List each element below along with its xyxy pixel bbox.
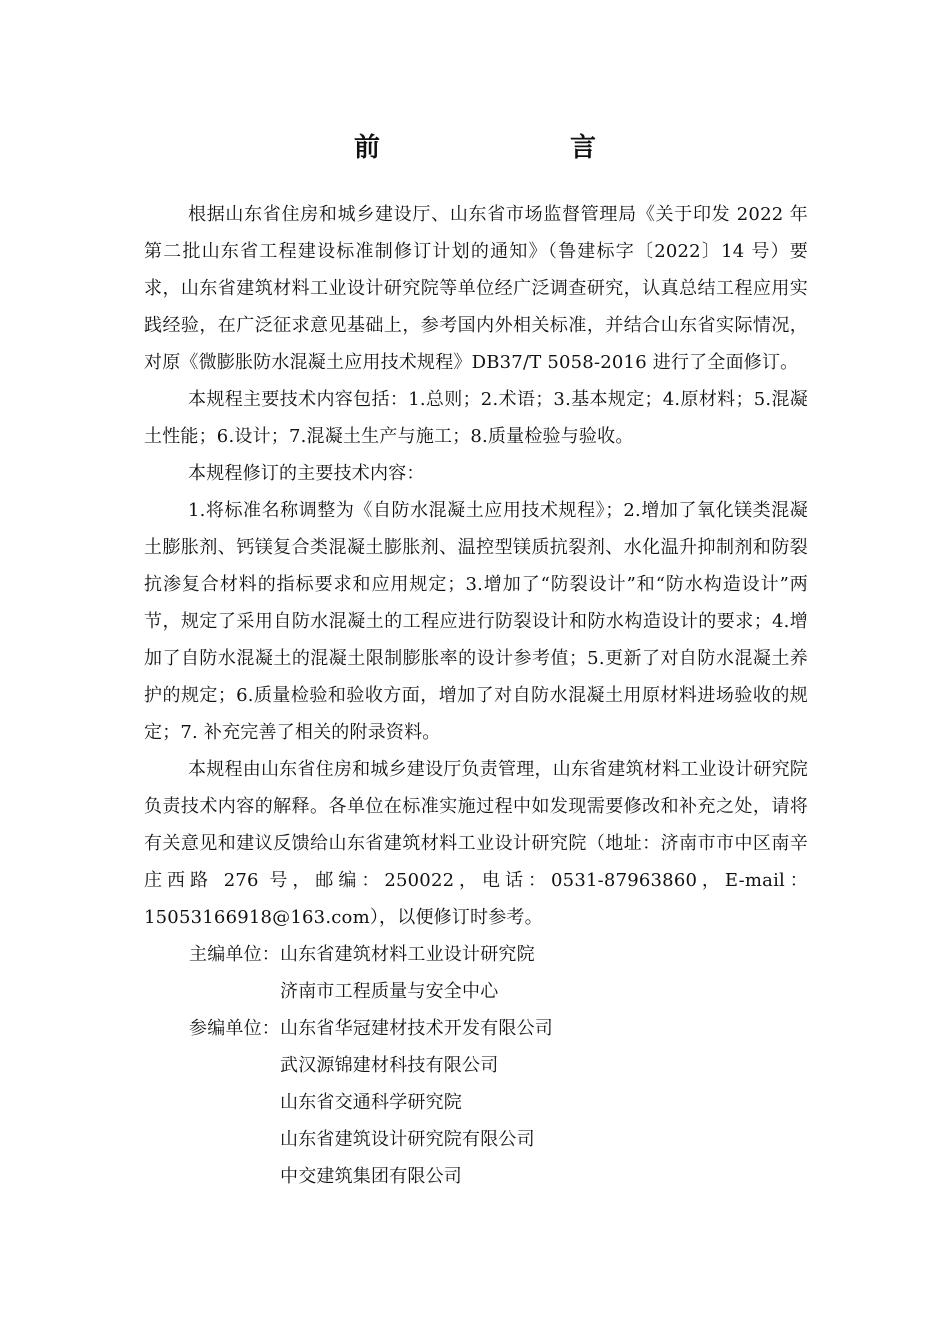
page-title: 前 言 — [353, 133, 678, 163]
chief-unit-row — [144, 936, 808, 973]
participating-unit-row — [144, 1010, 808, 1047]
participating-unit-item: 山东省交通科学研究院 — [280, 1092, 462, 1113]
chief-unit-row — [144, 973, 808, 1010]
chief-unit-item: 济南市工程质量与安全中心 — [280, 981, 499, 1002]
paragraph-revision-heading: 本规程修订的主要技术内容： — [188, 463, 425, 484]
chief-units-label: 主编单位： — [189, 944, 280, 965]
participating-unit-item: 山东省建筑设计研究院有限公司 — [280, 1129, 535, 1150]
participating-unit-row — [144, 1158, 808, 1195]
chief-units-list — [144, 936, 808, 1010]
paragraph-revision-content: 1.将标准名称调整为《自防水混凝土应用技术规程》；2.增加了氧化镁类混凝土膨胀剂、钙镁复合类混凝土膨胀剂、温控型镁质抗裂剂、水化温升抑制剂和防裂抗渗复合材料的指标要求和应用规定；3.增加了“防裂设计”和“防水构造设计”两节，规定了采用自防水混凝土的工程应进行防裂设计和防水构造设计的要求；4.增加了自防水混凝土的混凝土限制膨胀率的设计参考值；5.更新了对自防水混凝土养护的规定；6.质量检验和验收方面，增加了对自防水混凝土用原材料进场验收的规定；7. 补充完善了相关的附录资料。 — [144, 500, 808, 743]
participating-units-label: 参编单位： — [189, 1018, 280, 1039]
participating-unit-row — [144, 1121, 808, 1158]
participating-unit-item: 武汉源锦建材科技有限公司 — [280, 1055, 499, 1076]
participating-unit-row — [144, 1084, 808, 1121]
participating-unit-row — [144, 1047, 808, 1084]
participating-unit-item: 山东省华冠建材技术开发有限公司 — [280, 1018, 553, 1039]
preface-body — [144, 196, 808, 1195]
chief-unit-item: 山东省建筑材料工业设计研究院 — [280, 944, 535, 965]
paragraph-main-content: 本规程主要技术内容包括：1.总则；2.术语；3.基本规定；4.原材料；5.混凝土性能；6.设计；7.混凝土生产与施工；8.质量检验与验收。 — [144, 389, 808, 447]
paragraph-management: 本规程由山东省住房和城乡建设厅负责管理，山东省建筑材料工业设计研究院负责技术内容的解释。各单位在标准实施过程中如发现需要修改和补充之处，请将有关意见和建议反馈给山东省建筑材料工业设计研究院（地址：济南市市中区南辛庄西路 276 号，邮编：250022，电话：0531-87963860，E-mail：15053166918@163.com），以便修订时参考。 — [144, 759, 808, 928]
participating-units-list — [144, 1010, 808, 1195]
participating-unit-item: 中交建筑集团有限公司 — [280, 1166, 462, 1187]
paragraph-basis: 根据山东省住房和城乡建设厅、山东省市场监督管理局《关于印发 2022 年第二批山东省工程建设标准制修订计划的通知》（鲁建标字〔2022〕14 号）要求，山东省建筑材料工业设计研究院等单位经广泛调查研究，认真总结工程应用实践经验，在广泛征求意见基础上，参考国内外相关标准，并结合山东省实际情况，对原《微膨胀防水混凝土应用技术规程》DB37/T 5058-2016 进行了全面修订。 — [144, 204, 808, 373]
